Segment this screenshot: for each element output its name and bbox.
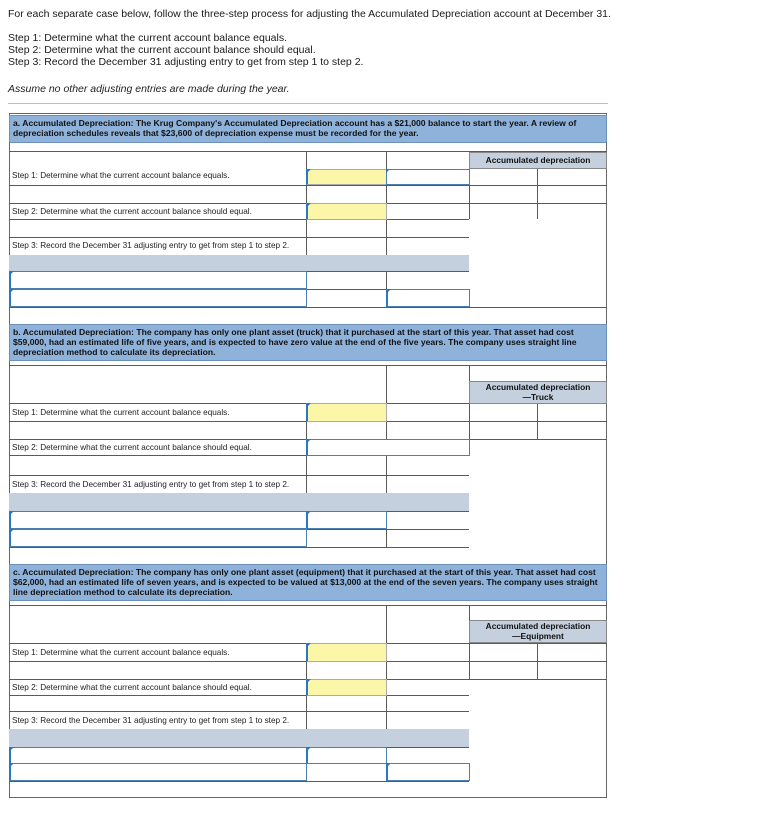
case-a-step-3-label: Step 3: Record the December 31 adjusting entry to get from step 1 to step 2. — [12, 241, 290, 250]
assumption-note: Assume no other adjusting entries are made during the year. — [8, 83, 290, 95]
case-a-step-2-label: Step 2: Determine what the current account balance should equal. — [12, 207, 252, 216]
case-c-header: c. Accumulated Depreciation: The company has only one plant asset (equipment) that it purchased at the start of this year. That asset had cost $62,000, had an estimated life of seven years, and is expected to be valued at $13,000 at the end of the seven years. The company uses straight line depreciation method to calculate its depreciation. — [9, 564, 607, 601]
case-b-t-account-title: Accumulated depreciation —Truck — [469, 381, 607, 404]
case-a-journal-credit[interactable] — [386, 289, 470, 307]
case-b-journal-debit[interactable] — [306, 511, 387, 529]
case-b-journal-header — [9, 493, 469, 511]
case-c-step-2-label: Step 2: Determine what the current account balance should equal. — [12, 683, 252, 692]
worksheet — [9, 113, 607, 798]
case-a-journal-account-2[interactable] — [9, 289, 307, 307]
case-b-step-2-answer[interactable] — [306, 439, 470, 456]
case-a-step-2-answer[interactable] — [306, 203, 387, 220]
case-c-step-1-label: Step 1: Determine what the current account balance equals. — [12, 648, 230, 657]
case-b-journal-account-2[interactable] — [9, 529, 307, 547]
case-a-step-1-label: Step 1: Determine what the current account balance equals. — [12, 171, 230, 180]
case-b-step-1-answer[interactable] — [306, 403, 387, 422]
case-c-step-1-answer[interactable] — [306, 643, 387, 662]
case-c-journal-header — [9, 729, 469, 747]
intro-step-2: Step 2: Determine what the current account balance should equal. — [8, 44, 316, 56]
case-b-step-3-label: Step 3: Record the December 31 adjusting entry to get from step 1 to step 2. — [12, 480, 290, 489]
case-c-step-3-label: Step 3: Record the December 31 adjusting entry to get from step 1 to step 2. — [12, 716, 290, 725]
case-b-step-2-label: Step 2: Determine what the current account balance should equal. — [12, 443, 252, 452]
instructions-text: For each separate case below, follow the three-step process for adjusting the Accumulated Depreciation account at December 31. — [8, 8, 611, 20]
case-c-step-2-answer[interactable] — [306, 679, 387, 696]
intro-step-1: Step 1: Determine what the current account balance equals. — [8, 32, 287, 44]
case-c-t-account-title: Accumulated depreciation —Equipment — [469, 620, 607, 643]
case-c-journal-account-1[interactable] — [9, 747, 307, 764]
case-c-journal-account-2[interactable] — [9, 763, 307, 781]
case-a-step-1-answer[interactable] — [306, 169, 387, 185]
case-c-journal-debit[interactable] — [306, 747, 387, 764]
divider — [8, 103, 608, 104]
case-c-journal-credit[interactable] — [386, 763, 470, 781]
case-a-header: a. Accumulated Depreciation: The Krug Company's Accumulated Depreciation account has a $21,000 balance to start the year. A review of depreciation schedules reveals that $23,600 of depreciation expense must be recorded for the year. — [9, 115, 607, 143]
case-b-journal-account-1[interactable] — [9, 511, 307, 529]
case-a-journal-account-1[interactable] — [9, 271, 307, 289]
case-b-step-1-label: Step 1: Determine what the current account balance equals. — [12, 408, 230, 417]
case-b-header: b. Accumulated Depreciation: The company has only one plant asset (truck) that it purchased at the start of this year. That asset had cost $59,000, had an estimated life of five years, and is expected to have zero value at the end of the five years. The company uses straight line depreciation method to calculate its depreciation. — [9, 324, 607, 361]
intro-step-3: Step 3: Record the December 31 adjusting entry to get from step 1 to step 2. — [8, 56, 364, 68]
case-a-t-account-title: Accumulated depreciation — [469, 152, 607, 169]
case-a-step-1-explain[interactable] — [386, 169, 470, 185]
case-a-journal-header — [9, 255, 469, 271]
